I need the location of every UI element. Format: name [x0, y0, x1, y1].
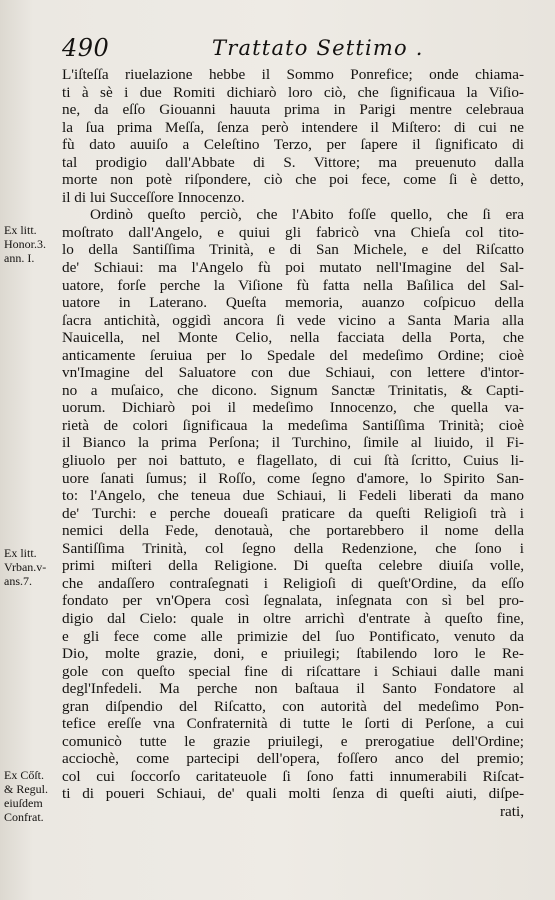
- margin-note-line: Ex litt.: [4, 546, 37, 560]
- text-line: gran diſpendio del Riſcatto, con autorità del medeſimo Pon-: [62, 697, 524, 715]
- text-line: moſtrato dall'Angelo, e quiui gli fabricò vna Chieſa col tito-: [62, 223, 524, 241]
- text-line: Ordinò queſto perciò, che l'Abito foſſe quello, che ſi era: [90, 206, 524, 224]
- margin-note-line: ans.7.: [4, 574, 32, 588]
- text-line: ti di poueri Schiaui, de' quali molti ſenza di queſti aiuti, diſpe-: [62, 785, 524, 803]
- margin-note-urbanus: [4, 546, 60, 588]
- text-line: de' Turchi: e perche doueaſi praticare da queſti Religioſi trà i: [62, 504, 524, 522]
- margin-note-line: Confrat.: [4, 810, 44, 824]
- text-line: no a muſaico, che dicono. Signum Sanctæ Trinitatis, & Capti-: [62, 381, 524, 399]
- running-title: Trattato Settimo .: [212, 36, 424, 60]
- text-line: to: l'Angelo, che teneua due Schiaui, li Fedeli liberati da mano: [62, 487, 524, 505]
- text-line: nemici della Fede, denotauà, che portarebbero il nome della: [62, 522, 524, 540]
- text-line: vn'Imagine del Saluatore con due Schiaui, con lettere d'intor-: [62, 364, 524, 382]
- text-line: degl'Infedeli. Ma perche non baſtaua il Santo Fondatore al: [62, 680, 524, 698]
- text-line: ne, da eſſo Giouanni hauuta prima in Parigi mentre celebraua: [62, 101, 524, 119]
- text-line: comunicò tutte le grazie priuilegi, e prerogatiue dell'Ordine;: [62, 732, 524, 750]
- text-line: il Bianco la prima Perſona; il Turchino, ſimile al liuido, il Fi-: [62, 434, 524, 452]
- page-number: 490: [62, 34, 110, 62]
- text-line: lo della Santiſſima Trinità, e di San Michele, e del Riſcatto: [62, 241, 524, 259]
- text-line: anticamente ſeruiua per lo Spedale del medeſimo Ordine; cioè: [62, 346, 524, 364]
- text-line: tal prodigio dall'Abbate di S. Vittore; ma preuenuto dalla: [62, 153, 524, 171]
- text-line: Santiſſima Trinità, col ſegno della Redenzione, che ſono i: [62, 539, 524, 557]
- text-line: fondato per vn'Opera così ſegnalata, inſegnata con sì bel pro-: [62, 592, 524, 610]
- text-line: tefice ereſſe vna Confraternità di tutte le ſorti di Perſone, a cui: [62, 715, 524, 733]
- margin-note-honorius: [4, 223, 60, 265]
- text-line: ſacra antichità, oggidì ancora ſi vede vicino a Santa Maria alla: [62, 311, 524, 329]
- text-line: il di lui Succeſſore Innocenzo.: [62, 188, 245, 206]
- text-line: gole con queſto special fine di riſcattare i Schiaui dalle mani: [62, 662, 524, 680]
- catchword: rati,: [499, 802, 524, 820]
- text-line: Dio, molte grazie, doni, e priuilegi; ſtabilendo loro le Re-: [62, 645, 524, 663]
- text-line: Nauicella, nel Monte Celio, nella facciata della Porta, che: [62, 329, 524, 347]
- text-line: rietà de colori ſignificaua la medeſima Santiſſima Trinità; cioè: [62, 416, 524, 434]
- margin-note-line: eiuſdem: [4, 796, 43, 810]
- text-line: primi miſteri della Religione. Di queſta celebre diuiſa volle,: [62, 557, 524, 575]
- margin-note-confraternity: [4, 768, 60, 824]
- margin-note-line: Ex Cőſt.: [4, 768, 45, 782]
- margin-note-line: Honor.3.: [4, 237, 46, 251]
- text-line: digio dal Cielo: quale in oltre arrichì d'entrate à queſto fine,: [62, 609, 524, 627]
- text-line: gliuolo per noi battuto, e flagellato, di cui ſtà ſcritto, Cuius li-: [62, 452, 524, 470]
- text-line: che andaſſero contraſegnati i Religioſi di queſt'Ordine, da eſſo: [62, 574, 524, 592]
- page-header: [62, 34, 502, 64]
- margin-note-line: & Regul.: [4, 782, 48, 796]
- text-line: acciochè, come partecipi dell'opera, foſſero anco del premio;: [62, 750, 524, 768]
- text-line: L'iſteſſa riuelazione hebbe il Sommo Ponrefice; onde chiama-: [62, 66, 524, 83]
- body-text: [62, 66, 524, 821]
- text-line: col cui ſoccorſo caritateuole ſi ſono fatti innumerabili Riſcat-: [62, 767, 524, 785]
- text-line: e gli fece come alle primizie del ſuo Pontificato, venuto da: [62, 627, 524, 645]
- text-line: uatore in Laterano. Queſta memoria, auanzo coſpicuo della: [62, 294, 524, 312]
- margin-note-line: Vrban.v-: [4, 560, 47, 574]
- text-line: ti à sè i due Romiti dichiarò loro ciò, che ſignificaua la Viſio-: [62, 83, 524, 101]
- text-line: morte non potè riſpondere, ciò che poi fece, come ſi è detto,: [62, 171, 524, 189]
- margin-note-line: Ex litt.: [4, 223, 37, 237]
- text-line: de' Schiaui: ma l'Angelo fù poi mutato nell'Imagine del Sal-: [62, 259, 524, 277]
- text-line: uore ſanati ſumus; il Roſſo, come ſegno d'amore, lo Spirito San-: [62, 469, 524, 487]
- text-line: uorum. Dichiarò poi il medeſimo Innocenzo, che quella va-: [62, 399, 524, 417]
- text-line: fù dato auuiſo a Celeſtino Terzo, per ſapere il ſignificato di: [62, 136, 524, 154]
- text-line: la ſua prima Meſſa, ſenza però intendere il Miſtero: di cui ne: [62, 118, 524, 136]
- margin-note-line: ann. I.: [4, 251, 35, 265]
- text-line: uatore, forſe perche la Viſione fù fatta nella Baſilica del Sal-: [62, 276, 524, 294]
